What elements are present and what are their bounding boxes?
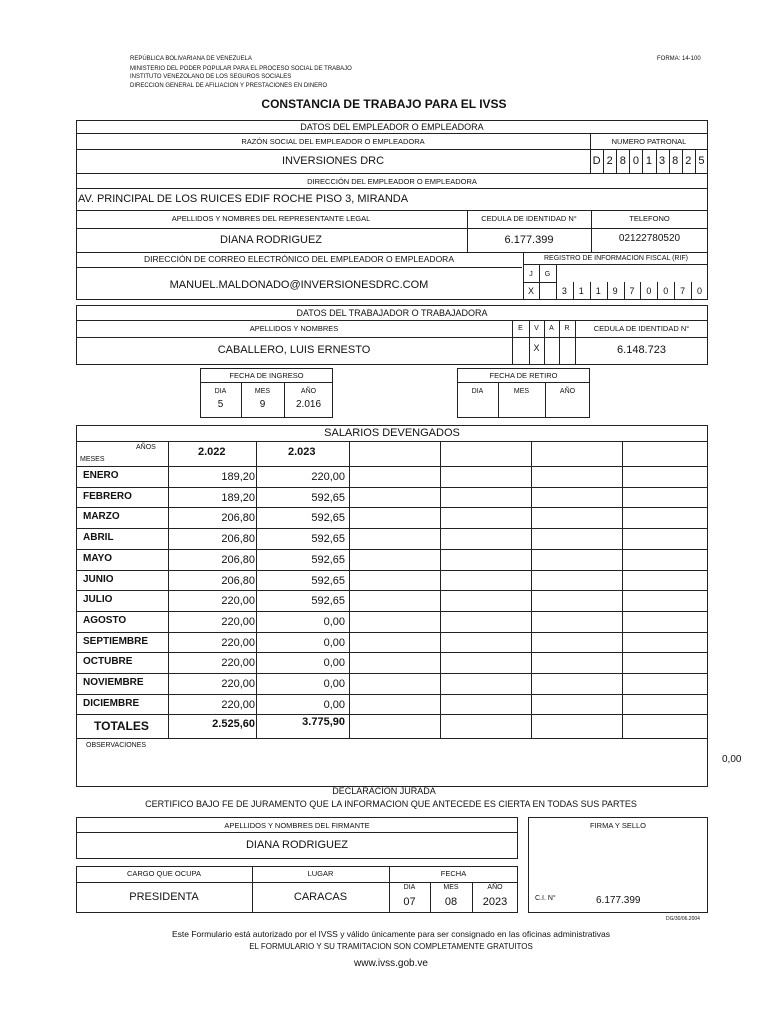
salary-value-2022: 206,80 [221,533,255,546]
employer-name: INVERSIONES DRC [281,155,385,167]
patronal-digit: 8 [672,155,679,167]
evar-mark: X [533,343,540,353]
firma-ci-label: C.I. N° [535,895,556,902]
observations-label: OBSERVACIONES [86,742,147,749]
ingreso-mes: 9 [259,399,266,410]
salary-value-2022: 206,80 [221,574,255,587]
salary-value-2023: 592,65 [311,595,345,608]
worker-ci-label: CEDULA DE IDENTIDAD N° [593,324,690,333]
rif-j: J [529,271,533,278]
footer-line1: Este Formulario está autorizado por el IVSS y válido únicamente para ser consignado en las oficinas administrativas [172,929,610,939]
salary-value-2023: 0,00 [323,636,345,649]
patronal-label: NUMERO PATRONAL [611,137,687,146]
rep-ci-label: CEDULA DE IDENTIDAD N° [481,214,577,223]
salary-value-2023: 592,65 [311,533,345,546]
rif-digit: 1 [578,286,584,296]
salary-value-2023: 592,65 [311,491,345,504]
salary-value-2022: 220,00 [221,595,255,608]
salary-value-2023: 0,00 [323,657,345,670]
evar-r: R [564,325,570,332]
salary-value-2023: 220,00 [311,471,345,483]
header-direction: DIRECCION GENERAL DE AFILIACION Y PRESTACIONES EN DINERO [130,83,328,89]
ingreso-mes-label: MES [254,388,271,395]
total-2023: 3.775,90 [302,716,345,729]
phone: 02122780520 [618,233,681,244]
patronal-digit: D [592,155,601,167]
rif-digit: 3 [561,286,567,296]
footer-line2: EL FORMULARIO Y SU TRAMITACION SON COMPLETAMENTE GRATUITOS [249,942,533,951]
fecha-label: FECHA [440,869,467,878]
ingreso-label: FECHA DE INGRESO [229,371,304,380]
salaries-title: SALARIOS DEVENGADOS [324,427,460,439]
form-code: FORMA: 14-100 [657,56,701,62]
firma-ci: 6.177.399 [596,895,641,906]
month-label: JUNIO [83,573,114,585]
salary-value-2023: 592,65 [311,512,345,525]
document-code: DG/30/06.2004 [666,916,700,922]
evar-v: V [534,325,539,332]
patronal-digit: 2 [685,155,692,167]
salary-value-2022: 220,00 [221,678,255,690]
rif-digit: 1 [595,286,601,296]
rif-g: G [544,271,551,278]
employer-address: AV. PRINCIPAL DE LOS RUICES EDIF ROCHE PISO 3, MIRANDA [78,193,409,205]
salary-value-2022: 189,20 [221,471,255,483]
month-label: SEPTIEMBRE [83,635,149,647]
rif-digit: 9 [612,286,618,296]
salary-value-2022: 220,00 [221,657,255,670]
salary-value-2023: 0,00 [323,615,345,628]
salary-value-2022: 189,20 [221,491,255,504]
ingreso-ano-label: AÑO [300,388,317,395]
rif-digit: 7 [680,286,686,296]
total-2022: 2.525,60 [212,718,255,731]
cargo-label: CARGO QUE OCUPA [126,869,202,878]
salary-value-2023: 592,65 [311,553,345,566]
salary-value-2023: 0,00 [323,678,345,690]
firma-label: FIRMA Y SELLO [590,821,646,830]
header-republic: REPÚBLICA BOLIVARIANA DE VENEZUELA [130,56,252,62]
patronal-digit: 2 [606,155,613,167]
retiro-ano-label: AÑO [559,388,576,395]
worker-name-label: APELLIDOS Y NOMBRES [249,324,339,333]
employer-section-title: DATOS DEL EMPLEADOR O EMPLEADORA [300,122,484,132]
declaration-title: DECLARACION JURADA [332,786,436,796]
month-label: MAYO [83,552,113,564]
patronal-digit: 5 [698,155,705,167]
month-label: FEBRERO [83,490,132,502]
signer-label: APELLIDOS Y NOMBRES DEL FIRMANTE [224,821,370,830]
worker-section-title: DATOS DEL TRABAJADOR O TRABAJADORA [296,308,488,318]
rep-label: APELLIDOS Y NOMBRES DEL REPRESENTANTE LEGAL [171,214,371,223]
salary-value-2022: 220,00 [221,698,255,711]
patronal-digit: 8 [619,155,626,167]
month-label: JULIO [83,594,113,606]
fecha-dia: 07 [403,896,416,908]
header-ministry: MINISTERIO DEL PODER POPULAR PARA EL PROCESO SOCIAL DE TRABAJO [130,66,352,72]
month-label: DICIEMBRE [83,697,140,709]
side-value: 0,00 [722,754,742,765]
month-label: ABRIL [83,532,114,544]
fecha-mes-label: MES [443,884,459,891]
salary-value-2022: 206,80 [221,512,255,525]
anos-label: AÑOS [136,444,156,451]
salary-value-2022: 220,00 [221,615,255,628]
meses-label: MESES [80,456,105,463]
year-1: 2.022 [198,446,226,458]
rep-ci: 6.177.399 [504,234,554,246]
rif-digit: 0 [663,286,669,296]
cargo-value: PRESIDENTA [129,891,199,903]
footer-url: www.ivss.gob.ve [354,958,428,969]
fecha-ano: 2023 [482,896,508,908]
worker-name: CABALLERO, LUIS ERNESTO [217,344,371,356]
rep-name: DIANA RODRIGUEZ [219,234,323,246]
rif-type-mark: X [527,286,534,296]
retiro-label: FECHA DE RETIRO [489,371,558,380]
month-label: AGOSTO [83,614,127,626]
month-label: ENERO [83,470,119,481]
patronal-digit: 3 [659,155,666,167]
email-label: DIRECCIÓN DE CORREO ELECTRÓNICO DEL EMPLEADOR O EMPLEADORA [144,254,454,264]
rif-digit: 0 [697,286,703,296]
ingreso-ano: 2.016 [295,399,322,410]
employer-name-label: RAZÓN SOCIAL DEL EMPLEADOR O EMPLEADORA [241,137,425,146]
address-label: DIRECCIÓN DEL EMPLEADOR O EMPLEADORA [307,177,477,186]
evar-a: A [549,325,554,332]
totals-label: TOTALES [94,719,149,734]
patronal-digit: 1 [645,155,653,167]
declaration-text: CERTIFICO BAJO FE DE JURAMENTO QUE LA INFORMACION QUE ANTECEDE ES CIERTA EN TODAS SUS PARTES [145,799,637,809]
salary-value-2022: 220,00 [221,636,255,649]
evar-e: E [518,325,523,332]
ingreso-dia: 5 [217,399,224,410]
ingreso-dia-label: DIA [214,388,227,395]
page-title: CONSTANCIA DE TRABAJO PARA EL IVSS [261,97,507,111]
signer-name: DIANA RODRIGUEZ [245,839,349,851]
header-institute: INSTITUTO VENEZOLANO DE LOS SEGUROS SOCIALES [130,74,292,80]
email: MANUEL.MALDONADO@INVERSIONESDRC.COM [169,279,429,291]
rif-label: REGISTRO DE INFORMACION FISCAL (RIF) [543,255,689,262]
retiro-dia-label: DIA [471,388,484,395]
lugar-value: CARACAS [293,891,348,903]
patronal-digit: 0 [632,155,639,167]
fecha-dia-label: DIA [403,884,416,891]
month-label: OCTUBRE [83,656,133,668]
fecha-mes: 08 [444,896,458,908]
month-label: MARZO [83,511,120,523]
year-2: 2.023 [288,446,316,458]
phone-label: TELEFONO [629,214,670,223]
salary-value-2023: 0,00 [323,698,345,711]
salary-value-2023: 592,65 [311,574,345,587]
month-label: NOVIEMBRE [83,677,144,688]
retiro-mes-label: MES [513,388,530,395]
rif-digit: 0 [646,286,652,296]
lugar-label: LUGAR [307,869,334,878]
worker-ci: 6.148.723 [617,344,666,356]
rif-digit: 7 [629,286,635,296]
salary-value-2022: 206,80 [221,553,255,566]
fecha-ano-label: AÑO [487,884,503,891]
